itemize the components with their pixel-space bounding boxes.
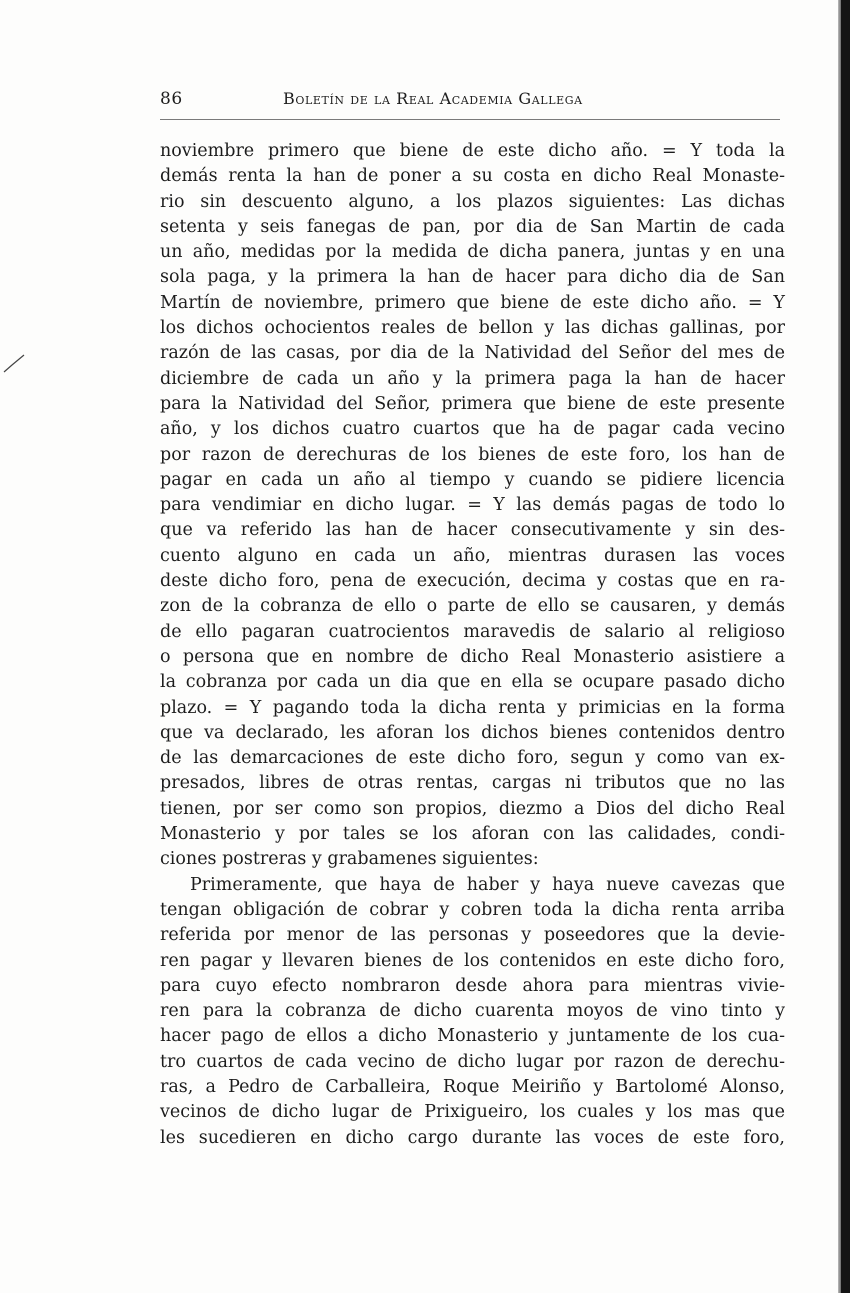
paragraph-2 xyxy=(160,873,785,1151)
page-binding-edge xyxy=(841,0,850,1293)
text-line: de ello pagaran cuatrocientos maravedis de salario al religioso xyxy=(160,621,785,642)
text-line: que va declarado, les aforan los dichos bienes contenidos dentro xyxy=(160,722,785,743)
text-line: para vendimiar en dicho lugar. = Y las demás pagas de todo lo xyxy=(160,495,785,516)
text-line: noviembre primero que biene de este dicho año. = Y toda la xyxy=(160,141,785,161)
paragraph-1 xyxy=(160,139,785,873)
text-line: ren para la cobranza de dicho cuarenta moyos de vino tinto y xyxy=(160,1001,785,1022)
text-line: tienen, por ser como son propios, diezmo a Dios del dicho Real xyxy=(160,798,785,819)
text-line: zon de la cobranza de ello o parte de ello se causaren, y demás xyxy=(160,596,785,617)
running-title: Boletín de la Real Academia Gallega xyxy=(283,89,583,108)
text-line: vecinos de dicho lugar de Prixigueiro, los cuales y los mas que xyxy=(160,1102,785,1123)
text-line: o persona que en nombre de dicho Real Monasterio asistiere a xyxy=(160,646,785,667)
text-line: rio sin descuento alguno, a los plazos siguientes: Las dichas xyxy=(160,191,785,212)
text-line: para cuyo efecto nombraron desde ahora para mientras vivie- xyxy=(160,975,785,996)
text-line: la cobranza por cada un dia que en ella se ocupare pasado dicho xyxy=(160,672,785,693)
text-line: Primeramente, que haya de haber y haya nueve cavezas que xyxy=(190,874,785,895)
page-number: 86 xyxy=(160,89,183,109)
text-line: los dichos ochocientos reales de bellon y las dichas gallinas, por xyxy=(160,318,785,339)
text-line: hacer pago de ellos a dicho Monasterio y juntamente de los cua- xyxy=(160,1026,785,1047)
text-line: setenta y seis fanegas de pan, por dia de San Martin de cada xyxy=(160,216,785,237)
text-line: deste dicho foro, pena de execución, decima y costas que en ra- xyxy=(160,571,785,592)
text-line: tro cuartos de cada vecino de dicho lugar por razon de derechu- xyxy=(160,1051,785,1072)
text-line: para la Natividad del Señor, primera que biene de este presente xyxy=(160,393,785,414)
header-rule xyxy=(160,119,780,120)
text-line: presados, libres de otras rentas, cargas ni tributos que no las xyxy=(160,773,785,794)
text-line: cuento alguno en cada un año, mientras durasen las voces xyxy=(160,545,785,566)
text-line: pagar en cada un año al tiempo y cuando se pidiere licencia xyxy=(160,469,785,490)
text-line: tengan obligación de cobrar y cobren toda la dicha renta arriba xyxy=(160,899,785,920)
text-line: Martín de noviembre, primero que biene de este dicho año. = Y xyxy=(160,292,785,313)
text-line: ciones postreras y grabamenes siguientes: xyxy=(160,849,539,870)
text-line: referida por menor de las personas y poseedores que la devie- xyxy=(160,925,785,946)
text-line: que va referido las han de hacer consecutivamente y sin des- xyxy=(160,520,785,541)
text-line: año, y los dichos cuatro cuartos que ha de pagar cada vecino xyxy=(160,419,785,440)
margin-pencil-mark xyxy=(2,352,26,374)
text-line: ren pagar y llevaren bienes de los contenidos en este dicho foro, xyxy=(160,950,785,971)
text-line: un año, medidas por la medida de dicha panera, juntas y en una xyxy=(160,242,785,263)
text-line: les sucedieren en dicho cargo durante las voces de este foro, xyxy=(160,1127,785,1148)
text-line: ras, a Pedro de Carballeira, Roque Meiriño y Bartolomé Alonso, xyxy=(160,1076,785,1097)
text-line: Monasterio y por tales se los aforan con las calidades, condi- xyxy=(160,824,785,845)
text-line: de las demarcaciones de este dicho foro, segun y como van ex- xyxy=(160,748,785,769)
page-header xyxy=(160,89,780,115)
text-line: razón de las casas, por dia de la Natividad del Señor del mes de xyxy=(160,343,785,364)
text-line: plazo. = Y pagando toda la dicha renta y primicias en la forma xyxy=(160,697,785,718)
text-line: por razon de derechuras de los bienes de este foro, los han de xyxy=(160,444,785,465)
text-line: demás renta la han de poner a su costa en dicho Real Monaste- xyxy=(160,166,785,187)
body-text xyxy=(160,139,785,1151)
text-line: diciembre de cada un año y la primera paga la han de hacer xyxy=(160,368,785,389)
text-line: sola paga, y la primera la han de hacer para dicho dia de San xyxy=(160,267,785,288)
